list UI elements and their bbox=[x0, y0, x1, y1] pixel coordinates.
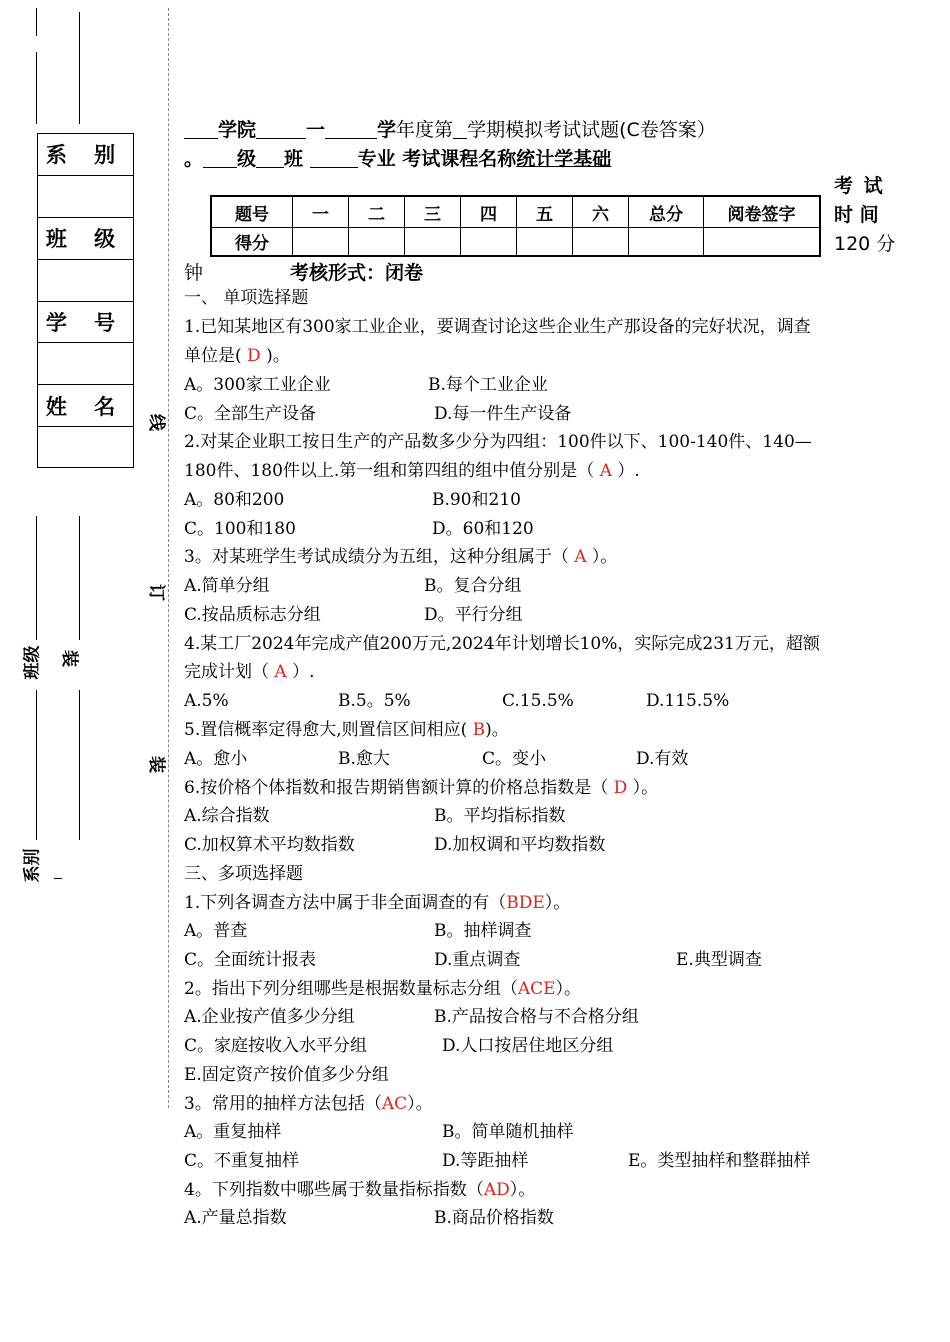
option: B.愈大 bbox=[338, 749, 390, 769]
question-text bbox=[184, 893, 570, 913]
option: A。普查 bbox=[184, 921, 248, 941]
option: E.固定资产按价值多少分组 bbox=[184, 1065, 389, 1085]
question-text-part: 4。下列指数中哪些属于数量指标指数（ bbox=[184, 1180, 484, 1200]
options-row bbox=[184, 1122, 884, 1142]
class-label: 班 bbox=[284, 148, 304, 170]
option: C.加权算术平均数指数 bbox=[184, 835, 355, 855]
margin-rule bbox=[36, 516, 37, 640]
question-text-part: 1.下列各调查方法中属于非全面调查的有（ bbox=[184, 893, 507, 913]
score-cell[interactable] bbox=[405, 228, 461, 257]
question-text bbox=[184, 720, 509, 740]
question-text-part: ）。 bbox=[632, 778, 659, 798]
binding-dash-line bbox=[168, 8, 169, 1108]
year-label: 学 bbox=[377, 119, 397, 141]
option: D.每一件生产设备 bbox=[434, 404, 572, 424]
question-text-part: )。 bbox=[266, 346, 290, 366]
options-row bbox=[184, 950, 884, 970]
score-cell[interactable] bbox=[517, 228, 573, 257]
college-label: 学院 bbox=[218, 119, 257, 141]
option: C。100和180 bbox=[184, 519, 296, 539]
answer-mark: A bbox=[568, 547, 592, 567]
option: C。变小 bbox=[482, 749, 547, 769]
score-header-cell: 二 bbox=[349, 196, 405, 228]
answer-mark: AC bbox=[381, 1094, 408, 1114]
options-row bbox=[184, 404, 884, 424]
question-text bbox=[184, 778, 658, 798]
answer-mark: ACE bbox=[517, 979, 556, 999]
question-text-part: )。 bbox=[485, 720, 509, 740]
options-row bbox=[184, 691, 884, 711]
question-text-part: ）. bbox=[617, 461, 640, 481]
binding-mark-zhuang: 装 bbox=[146, 756, 166, 773]
section-single-choice: 一、 单项选择题 bbox=[184, 288, 309, 308]
option: C。不重复抽样 bbox=[184, 1151, 300, 1171]
option: C。全面统计报表 bbox=[184, 950, 317, 970]
option: D.有效 bbox=[636, 749, 689, 769]
option: A.5% bbox=[184, 691, 229, 711]
options-row bbox=[184, 1151, 884, 1171]
options-row bbox=[184, 1007, 884, 1027]
question-text-part: 6.按价格个体指数和报告期销售额计算的价格总指数是（ bbox=[184, 778, 609, 798]
year-dash: 一 bbox=[306, 119, 326, 141]
exam-time-label-2: 时 间 bbox=[834, 204, 879, 226]
option: B.产品按合格与不合格分组 bbox=[434, 1007, 639, 1027]
option: A。300家工业企业 bbox=[184, 375, 331, 395]
answer-mark: D bbox=[241, 346, 267, 366]
question-text-part: 单位是( bbox=[184, 346, 242, 366]
question-text bbox=[184, 1180, 535, 1200]
score-header-cell: 题号 bbox=[211, 196, 293, 228]
rot-zhuang-label: 装 bbox=[59, 650, 79, 667]
leading-mark: 。 bbox=[184, 148, 204, 170]
rot-class-label: 班级 bbox=[22, 645, 43, 680]
option: D.加权调和平均数指数 bbox=[434, 835, 606, 855]
options-row bbox=[184, 576, 884, 596]
answer-mark: B bbox=[472, 720, 486, 740]
answer-mark: BDE bbox=[506, 893, 545, 913]
question-text-part: ）。 bbox=[555, 979, 582, 999]
question-text-part: 完成计划（ bbox=[184, 662, 269, 682]
option: C.按品质标志分组 bbox=[184, 605, 321, 625]
major-course-label: 专业 考试课程名称 bbox=[357, 148, 517, 170]
exam-form: 考核形式：闭卷 bbox=[290, 262, 424, 284]
options-row bbox=[184, 375, 884, 395]
student-info-box bbox=[37, 133, 134, 468]
question-text-part: ）。 bbox=[591, 547, 618, 567]
score-cell[interactable] bbox=[293, 228, 349, 257]
margin-rule bbox=[36, 52, 37, 124]
options-row bbox=[184, 835, 884, 855]
option: A。80和200 bbox=[184, 490, 285, 510]
option: C.15.5% bbox=[502, 691, 574, 711]
margin-rule bbox=[36, 8, 37, 36]
score-header-cell: 三 bbox=[405, 196, 461, 228]
question-text-part: 3。常用的抽样方法包括（ bbox=[184, 1094, 382, 1114]
margin-rule bbox=[79, 516, 80, 640]
question-text-part: ）。 bbox=[509, 1180, 536, 1200]
question-text-part: 3。对某班学生考试成绩分为五组，这种分组属于（ bbox=[184, 547, 569, 567]
answer-mark: A bbox=[594, 461, 618, 481]
option: B.每个工业企业 bbox=[428, 375, 548, 395]
options-row bbox=[184, 519, 884, 539]
option: E。类型抽样和整群抽样 bbox=[628, 1151, 811, 1171]
answer-mark: A bbox=[269, 662, 293, 682]
grade-label: 级 bbox=[237, 148, 257, 170]
option: B。抽样调查 bbox=[434, 921, 532, 941]
option: A.简单分组 bbox=[184, 576, 270, 596]
options-row bbox=[184, 490, 884, 510]
question-text-part: 5.置信概率定得愈大,则置信区间相应( bbox=[184, 720, 473, 740]
options-row bbox=[184, 921, 884, 941]
question-text-part: ）. bbox=[292, 662, 315, 682]
exam-title: 学期模拟考试试题(C卷答案） bbox=[467, 119, 716, 141]
score-table bbox=[210, 195, 821, 257]
info-field-id[interactable] bbox=[38, 343, 133, 385]
question-text-part: ）。 bbox=[544, 893, 571, 913]
question-text-part: ）。 bbox=[407, 1094, 433, 1114]
option: B。简单随机抽样 bbox=[442, 1122, 574, 1142]
score-header-cell: 五 bbox=[517, 196, 573, 228]
score-cell[interactable] bbox=[573, 228, 629, 257]
options-row bbox=[184, 749, 884, 769]
option: A。愈小 bbox=[184, 749, 248, 769]
info-label-name: 姓 名 bbox=[38, 385, 133, 427]
option: A.综合指数 bbox=[184, 806, 270, 826]
option: A.产量总指数 bbox=[184, 1208, 287, 1228]
info-field-class[interactable] bbox=[38, 260, 133, 302]
question-text-part: 2。指出下列分组哪些是根据数量标志分组（ bbox=[184, 979, 518, 999]
exam-title-line bbox=[184, 115, 716, 142]
score-header-cell: 一 bbox=[293, 196, 349, 228]
option: A.企业按产值多少分组 bbox=[184, 1007, 355, 1027]
course-name: 统计学基础 bbox=[516, 148, 612, 170]
option: C。家庭按收入水平分组 bbox=[184, 1036, 368, 1056]
exam-course-line bbox=[184, 144, 611, 171]
question-text bbox=[184, 461, 640, 481]
score-cell[interactable] bbox=[629, 228, 704, 257]
binding-mark-ding: 订 bbox=[146, 584, 166, 601]
score-header-cell: 总分 bbox=[629, 196, 704, 228]
question-text bbox=[184, 979, 581, 999]
score-header-cell: 四 bbox=[461, 196, 517, 228]
question-text bbox=[184, 662, 315, 682]
margin-rule bbox=[79, 690, 80, 840]
options-row bbox=[184, 1036, 884, 1056]
question-text: 4.某工厂2024年完成产值200万元,2024年计划增长10%，实际完成231万元，超额 bbox=[184, 634, 820, 654]
score-cell[interactable] bbox=[349, 228, 405, 257]
option: B.商品价格指数 bbox=[434, 1208, 554, 1228]
option: D。60和120 bbox=[432, 519, 534, 539]
info-label-id: 学 号 bbox=[38, 302, 133, 344]
option: D。平行分组 bbox=[424, 605, 523, 625]
exam-time-label-1: 考 试 bbox=[834, 175, 885, 197]
option: D.重点调查 bbox=[434, 950, 521, 970]
info-field-name[interactable] bbox=[38, 427, 133, 469]
margin-rule bbox=[54, 878, 62, 879]
score-header-cell: 六 bbox=[573, 196, 629, 228]
info-label-class: 班 级 bbox=[38, 218, 133, 260]
options-row bbox=[184, 806, 884, 826]
score-row-label: 得分 bbox=[211, 228, 293, 257]
answer-mark: AD bbox=[483, 1180, 510, 1200]
rot-dept-label: 系别 bbox=[22, 848, 43, 883]
info-field-dept[interactable] bbox=[38, 176, 133, 218]
question-text-part: 180件、180件以上.第一组和第四组的组中值分别是（ bbox=[184, 461, 595, 481]
margin-rule bbox=[79, 12, 80, 124]
question-text: 1.已知某地区有300家工业企业，要调查讨论这些企业生产那设备的完好状况，调查 bbox=[184, 317, 811, 337]
score-header-row bbox=[211, 196, 820, 228]
score-header-cell: 阅卷签字 bbox=[704, 196, 821, 228]
score-value-row bbox=[211, 228, 820, 257]
question-text: 2.对某企业职工按日生产的产品数多少分为四组：100件以下、100-140件、140— bbox=[184, 432, 812, 452]
options-row bbox=[184, 1208, 884, 1228]
question-text bbox=[184, 1094, 433, 1114]
option: E.典型调查 bbox=[676, 950, 762, 970]
margin-rule bbox=[36, 690, 37, 840]
binding-mark-xian: 线 bbox=[146, 414, 166, 431]
question-text bbox=[184, 547, 617, 567]
answer-mark: D bbox=[608, 778, 633, 798]
option: B.5。5% bbox=[338, 691, 411, 711]
year-suffix: 年度第 bbox=[396, 119, 454, 141]
score-cell[interactable] bbox=[461, 228, 517, 257]
option: D.人口按居住地区分组 bbox=[442, 1036, 614, 1056]
option: B.90和210 bbox=[432, 490, 521, 510]
info-label-dept: 系 别 bbox=[38, 134, 133, 176]
options-row bbox=[184, 605, 884, 625]
exam-time-cont: 钟 bbox=[184, 262, 204, 284]
option: C。全部生产设备 bbox=[184, 404, 317, 424]
option: D.115.5% bbox=[646, 691, 730, 711]
option: B。复合分组 bbox=[424, 576, 522, 596]
option: A。重复抽样 bbox=[184, 1122, 282, 1142]
score-cell[interactable] bbox=[704, 228, 821, 257]
exam-time-value: 120 分 bbox=[834, 233, 896, 255]
option: D.等距抽样 bbox=[442, 1151, 529, 1171]
option: B。平均指标指数 bbox=[434, 806, 566, 826]
section-multi-choice: 三、多项选择题 bbox=[184, 864, 303, 884]
question-text bbox=[184, 346, 290, 366]
